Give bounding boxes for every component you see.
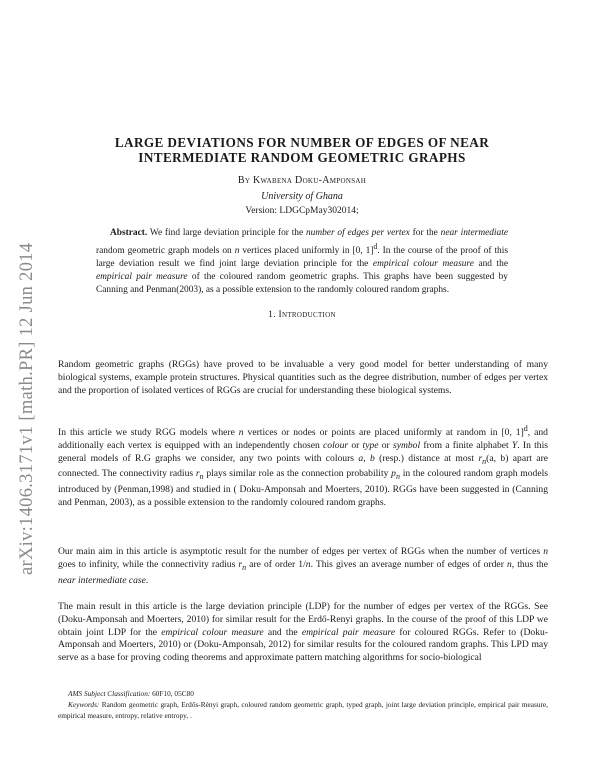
arxiv-identifier xyxy=(10,180,44,575)
title-line-2: INTERMEDIATE RANDOM GEOMETRIC GRAPHS xyxy=(138,150,466,165)
author: By Kwabena Doku-Amponsah xyxy=(237,175,367,186)
footnote-ams-classification: AMS Subject Classification: 60F10, 05C80 xyxy=(68,689,194,698)
paper-title xyxy=(58,135,546,165)
intro-paragraph-1: Random geometric graphs (RGGs) have proved to be invaluable a very good model for better understanding of many biological systems, example protein structures. Physical quantities such as the degree distribution, number of edges per vertex and the proportion of isolated vertices of RGGs are crucial for understanding these biological systems. xyxy=(58,359,548,396)
intro-paragraph-4: The main result in this article is the large deviation principle (LDP) for the number of edges per vertex of the RGGs. See (Doku-Amponsah and Moerters, 2010) for similar result for the Erdő-Renyi graphs. In the course of the proof of this LDP we obtain joint LDP for the empirical colour measure and the empirical pair measure for coloured RGGs. Refer to (Doku-Amponsah and Moerters, 2010) or (Doku-Amponsah, 2012) for similar results for the coloured random graphs. This LPD may serve as a base for proving coding theorems and approximate pattern matching algorithms for socio-biological xyxy=(58,601,548,664)
version: Version: LDGCpMay302014; xyxy=(245,206,359,216)
section-heading: 1. Introduction xyxy=(268,310,336,320)
abstract-label: Abstract. xyxy=(110,228,148,238)
title-line-1: LARGE DEVIATIONS FOR NUMBER OF EDGES OF NEAR xyxy=(114,135,490,150)
intro-paragraph-2: In this article we study RGG models where n vertices or nodes or points are placed uniformly at random in [0, 1]$^d$, and additionally each vertex is equipped with an independently chosen colour or type or symbol from a finite alphabet Y. In this general models of R.G graphs we consider, any two points with colours a, b (resp.) distance at most $r_n(a$, b) apart are connected. The connectivity radius $r_n$ plays similar role as the connection probability $p_n$ in the coloured random graph models introduced by (Penman,1998) and studied in ( Doku-Amponsah and Moerters, 2010). RGGs have been suggested in (Canning and Penman, 2003), as a possible extension to the randomly coloured random graphs. xyxy=(58,424,549,508)
footnote-keywords: Keywords: Random geometric graph, Erdős-Rényi graph, coloured random geometric graph, typed graph, joint large deviation principle, empirical pair measure, empirical measure, entropy, relative entropy, . xyxy=(58,700,548,720)
abstract: Abstract. We find large deviation principle for the number of edges per vertex for the near intermediate random geometric graph models on n vertices placed uniformly in [0, 1]$^d$. In the course of the proof of this large deviation result we find joint large deviation principle for the empirical colour measure and the empirical pair measure of the coloured random geometric graphs. This graphs have been suggested by Canning and Penman(2003), as a possible extension to the randomly coloured random graphs. xyxy=(96,228,508,296)
affiliation: University of Ghana xyxy=(261,191,343,202)
arxiv-identifier-text: arXiv:1406.3171v1 [math.PR] 12 Jun 2014 xyxy=(17,242,37,575)
intro-paragraph-3: Our main aim in this article is asymptotic result for the number of edges per vertex of RGGs when the number of vertices n goes to infinity, while the connectivity radius $r_n$ are of order 1/n. This gives an average number of edges of order n, thus the near intermediate case. xyxy=(58,546,548,586)
